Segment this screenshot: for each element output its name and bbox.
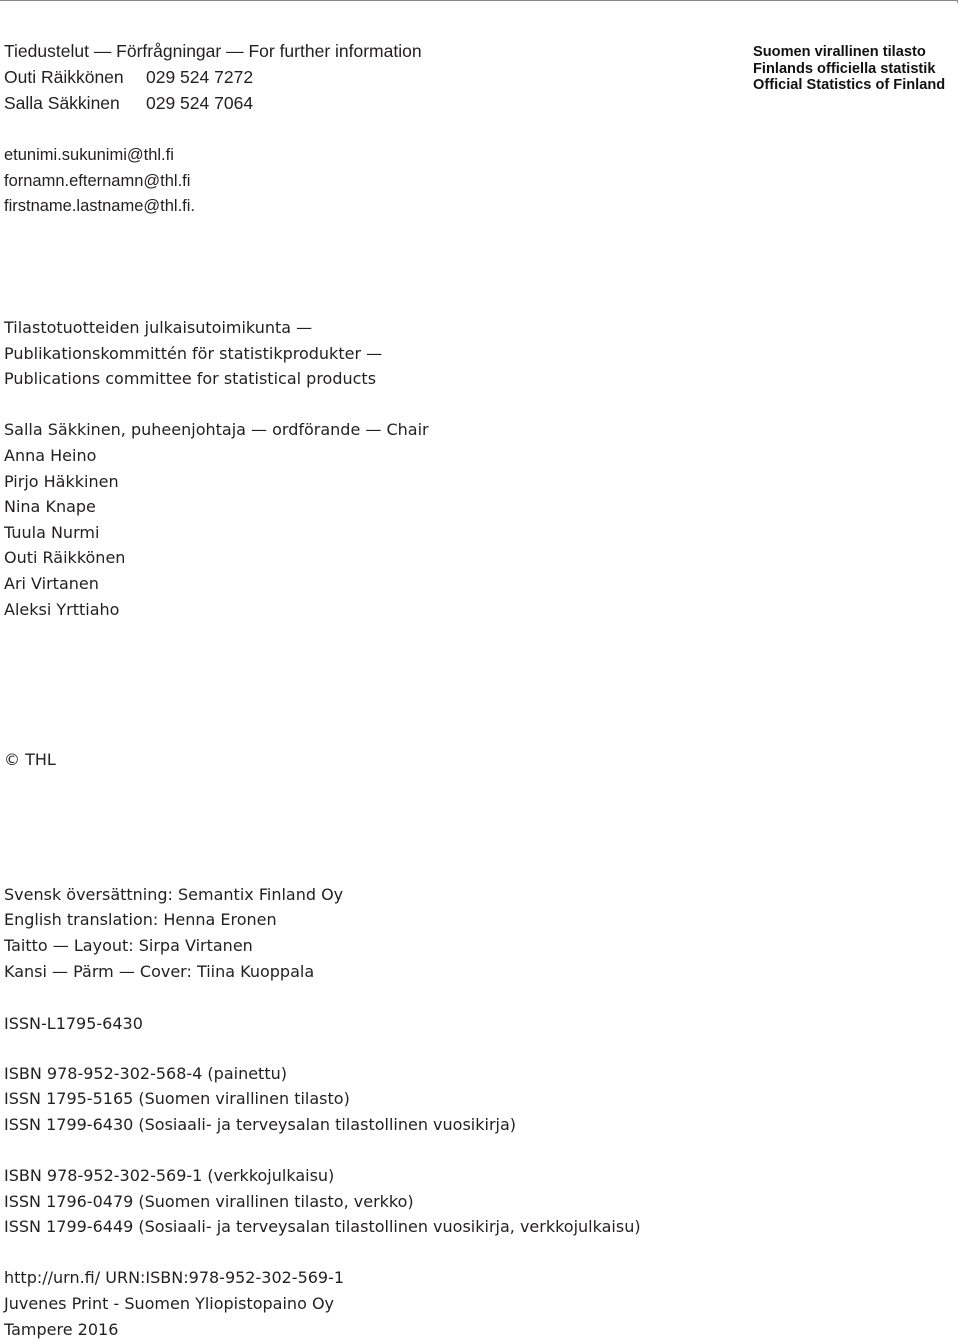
issn-l: ISSN-L1795-6430 (4, 1014, 143, 1033)
committee-title-sv: Publikationskommittén för statistikprodukter — (4, 344, 383, 363)
email-finnish[interactable]: etunimi.sukunimi@thl.fi (4, 146, 174, 164)
committee-title-fi: Tilastotuotteiden julkaisutoimikunta — (4, 318, 313, 337)
committee-member: Ari Virtanen (4, 574, 99, 593)
contact-row (4, 67, 253, 87)
place-year: Tampere 2016 (4, 1320, 119, 1339)
contact-name: Outi Räikkönen (4, 67, 124, 87)
official-statistics-en: Official Statistics of Finland (753, 77, 946, 93)
contact-row (4, 93, 253, 113)
official-statistics-sv: Finlands officiella statistik (753, 60, 936, 77)
committee-member: Outi Räikkönen (4, 548, 126, 567)
top-border (0, 0, 958, 1)
credit-line: Kansi — Pärm — Cover: Tiina Kuoppala (4, 962, 315, 981)
official-statistics-fi: Suomen virallinen tilasto (753, 44, 926, 60)
credit-line: Taitto — Layout: Sirpa Virtanen (4, 936, 253, 955)
print-identifier: ISBN 978-952-302-568-4 (painettu) (4, 1064, 287, 1083)
official-statistics-logo (753, 44, 945, 94)
committee-member: Nina Knape (4, 497, 96, 516)
printer: Juvenes Print - Suomen Yliopistopaino Oy (4, 1294, 335, 1313)
credit-line: Svensk översättning: Semantix Finland Oy (4, 885, 344, 904)
email-swedish[interactable]: fornamn.efternamn@thl.fi (4, 172, 191, 190)
contact-phone: 029 524 7272 (146, 67, 254, 87)
print-identifier: ISSN 1799-6430 (Sosiaali- ja terveysalan tilastollinen vuosikirja) (4, 1115, 517, 1134)
committee-member: Pirjo Häkkinen (4, 472, 119, 491)
web-identifier: ISSN 1796-0479 (Suomen virallinen tilasto, verkko) (4, 1192, 414, 1211)
contact-phone: 029 524 7064 (146, 93, 254, 113)
committee-member: Tuula Nurmi (4, 523, 100, 542)
print-identifier: ISSN 1795-5165 (Suomen virallinen tilasto) (4, 1089, 350, 1108)
email-english[interactable]: firstname.lastname@thl.fi. (4, 197, 195, 215)
committee-title-en: Publications committee for statistical products (4, 369, 377, 388)
copyright: © THL (4, 750, 56, 769)
top-border-corner (957, 0, 958, 3)
committee-member: Anna Heino (4, 446, 97, 465)
credit-line: English translation: Henna Eronen (4, 910, 277, 929)
urn-link[interactable]: http://urn.fi/ URN:ISBN:978-952-302-569-1 (4, 1268, 345, 1287)
web-identifier: ISBN 978-952-302-569-1 (verkkojulkaisu) (4, 1166, 335, 1185)
contact-heading: Tiedustelut — Förfrågningar — For further information (4, 41, 422, 61)
committee-member: Aleksi Yrttiaho (4, 600, 120, 619)
web-identifier: ISSN 1799-6449 (Sosiaali- ja terveysalan tilastollinen vuosikirja, verkkojulkaisu) (4, 1217, 641, 1236)
committee-member: Salla Säkkinen, puheenjohtaja — ordförande — Chair (4, 420, 429, 439)
contact-name: Salla Säkkinen (4, 93, 120, 113)
